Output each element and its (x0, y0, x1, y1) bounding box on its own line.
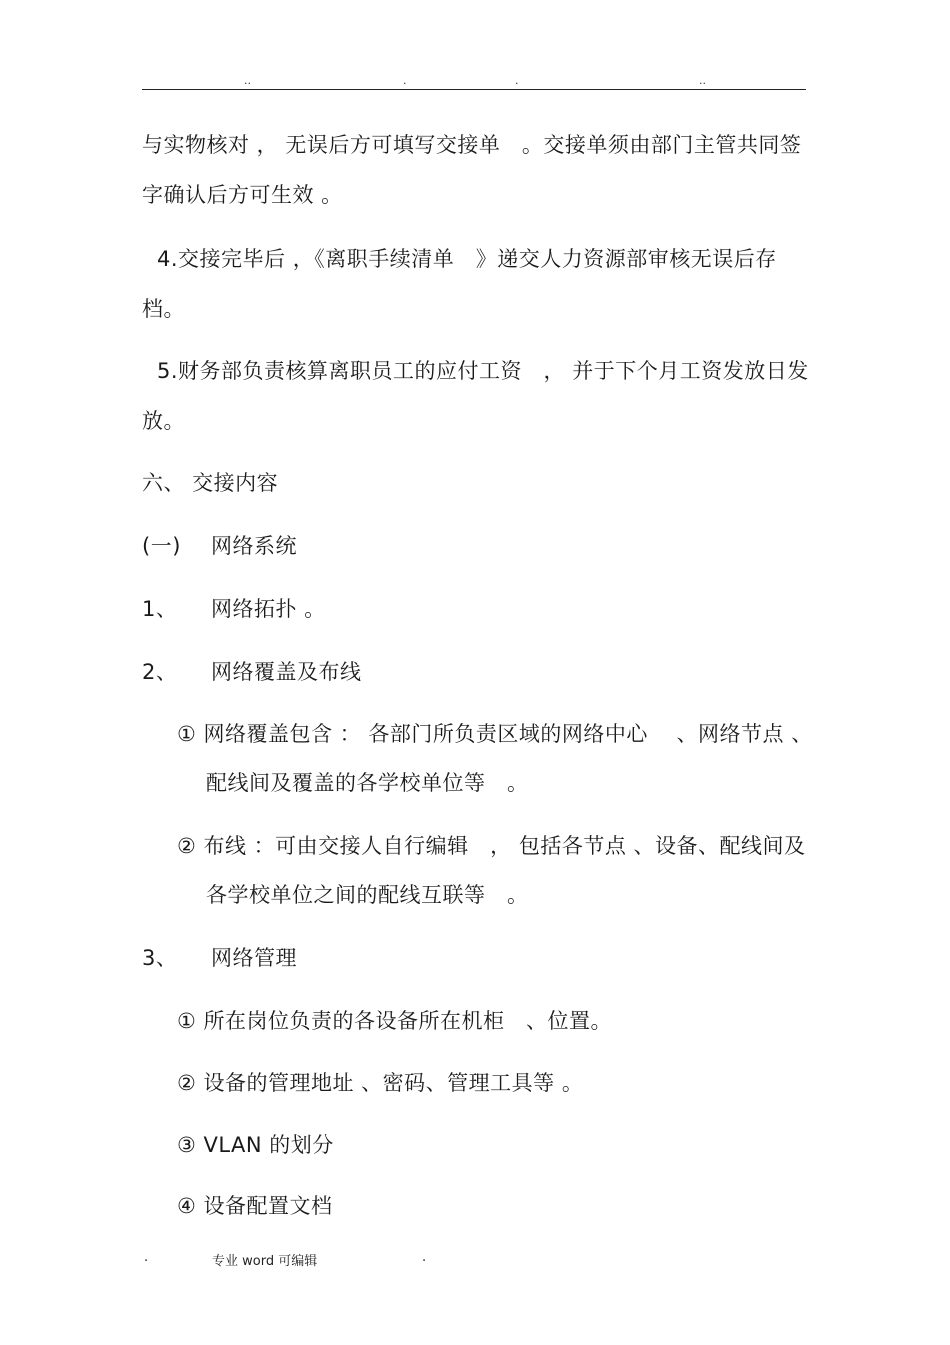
section-heading: 六、 交接内容 (142, 471, 279, 495)
footer-dot: . (422, 1250, 427, 1265)
list-item: ② 布线 ：可由交接人自行编辑 ， 包括各节点 、设备、配线间及 (177, 834, 806, 858)
footer-text: 专业 word 可编辑 (212, 1254, 318, 1269)
subsection-number: (一) (142, 534, 181, 558)
paragraph-line: 与实物核对 ， 无误后方可填写交接单 。交接单须由部门主管共同签 (142, 133, 802, 157)
header-dot: . (515, 74, 519, 87)
list-item: ① 网络覆盖包含 ： 各部门所负责区域的网络中心 、网络节点 、 (177, 722, 813, 746)
paragraph-line: 字确认后方可生效 。 (142, 183, 343, 207)
header-dot: .. (699, 74, 706, 87)
item-title: 网络覆盖及布线 (211, 660, 362, 684)
paragraph-line: 放。 (142, 409, 185, 433)
item-number: 3、 (142, 946, 178, 970)
header-dot: .. (244, 74, 251, 87)
list-item: ① 所在岗位负责的各设备所在机柜 、位置。 (177, 1009, 612, 1033)
paragraph-line: 档。 (142, 297, 185, 321)
item-number: 1、 (142, 597, 178, 621)
list-item-continuation: 各学校单位之间的配线互联等 。 (206, 883, 529, 907)
paragraph-line: 4.交接完毕后 ，《离职手续清单 》递交人力资源部审核无误后存 (157, 247, 777, 271)
item-title: 网络拓扑 。 (211, 597, 326, 621)
list-item: ④ 设备配置文档 (177, 1194, 333, 1218)
list-item: ② 设备的管理地址 、密码、管理工具等 。 (177, 1071, 584, 1095)
paragraph-line: 5.财务部负责核算离职员工的应付工资 ， 并于下个月工资发放日发 (157, 359, 809, 383)
item-number: 2、 (142, 660, 178, 684)
header-dot: . (403, 74, 407, 87)
item-title: 网络管理 (211, 946, 297, 970)
list-item: ③ VLAN 的划分 (177, 1133, 334, 1157)
list-item-continuation: 配线间及覆盖的各学校单位等 。 (206, 771, 529, 795)
header-rule (142, 89, 806, 90)
footer-dot: . (144, 1250, 149, 1265)
subsection-title: 网络系统 (211, 534, 297, 558)
